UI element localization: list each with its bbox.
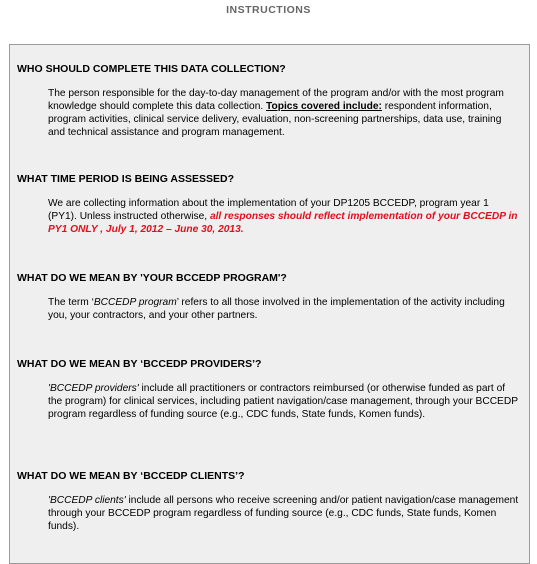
section-body	[48, 87, 519, 139]
section-heading: WHAT DO WE MEAN BY ‘BCCEDP CLIENTS’?	[17, 470, 245, 482]
section-body	[48, 296, 519, 322]
section-heading: WHAT TIME PERIOD IS BEING ASSESSED?	[17, 173, 235, 185]
section-who-should-complete	[17, 63, 519, 139]
body-text-continued: respondent information, program activities, clinical service delivery, evaluation, non-screening partnerships, data use, training and technical assistance and program management.	[48, 101, 502, 138]
term-text: 'BCCEDP providers'	[48, 383, 139, 394]
section-heading: WHAT DO WE MEAN BY 'YOUR BCCEDP PROGRAM'?	[17, 272, 287, 284]
body-text: include all persons who receive screening and/or patient navigation/case management through your BCCEDP program regardless of funding source (e.g., CDC funds, State funds, Komen funds).	[48, 495, 519, 532]
section-body	[48, 197, 519, 236]
term-text: BCCEDP program	[93, 297, 177, 308]
section-body	[48, 382, 519, 421]
section-heading: WHAT DO WE MEAN BY ‘BCCEDP PROVIDERS’?	[17, 358, 262, 370]
section-your-program	[17, 272, 519, 322]
emphasis-text: all responses should reflect implementation of your BCCEDP in PY1 ONLY , July 1, 2012 – June 30, 2013.	[48, 211, 518, 235]
body-text: include all practitioners or contractors reimbursed (or otherwise funded as part of the program) for clinical services, including patient navigation/case management, through your BCCEDP program regardless of funding source (e.g., CDC funds, State funds, Komen funds).	[48, 383, 518, 420]
term-text: 'BCCEDP clients'	[48, 495, 126, 506]
section-heading: WHO SHOULD COMPLETE THIS DATA COLLECTION?	[17, 63, 286, 75]
section-body	[48, 494, 519, 533]
topics-covered-label: Topics covered include:	[266, 101, 382, 112]
body-text-continued: ’ refers to all those involved in the implementation of the activity including you, your contractors, and your other partners.	[48, 297, 505, 321]
section-time-period	[17, 173, 519, 236]
instructions-panel	[9, 44, 530, 564]
body-text: The term ‘	[48, 297, 94, 308]
body-text: The person responsible for the day-to-day management of the program and/or with the most program knowledge should complete this data collection.	[48, 88, 504, 112]
section-providers	[17, 358, 519, 421]
section-clients	[17, 470, 519, 533]
body-text: We are collecting information about the implementation of your DP1205 BCCEDP, program year 1 (PY1). Unless instructed otherwise,	[48, 198, 489, 222]
page-title: INSTRUCTIONS	[226, 4, 311, 16]
